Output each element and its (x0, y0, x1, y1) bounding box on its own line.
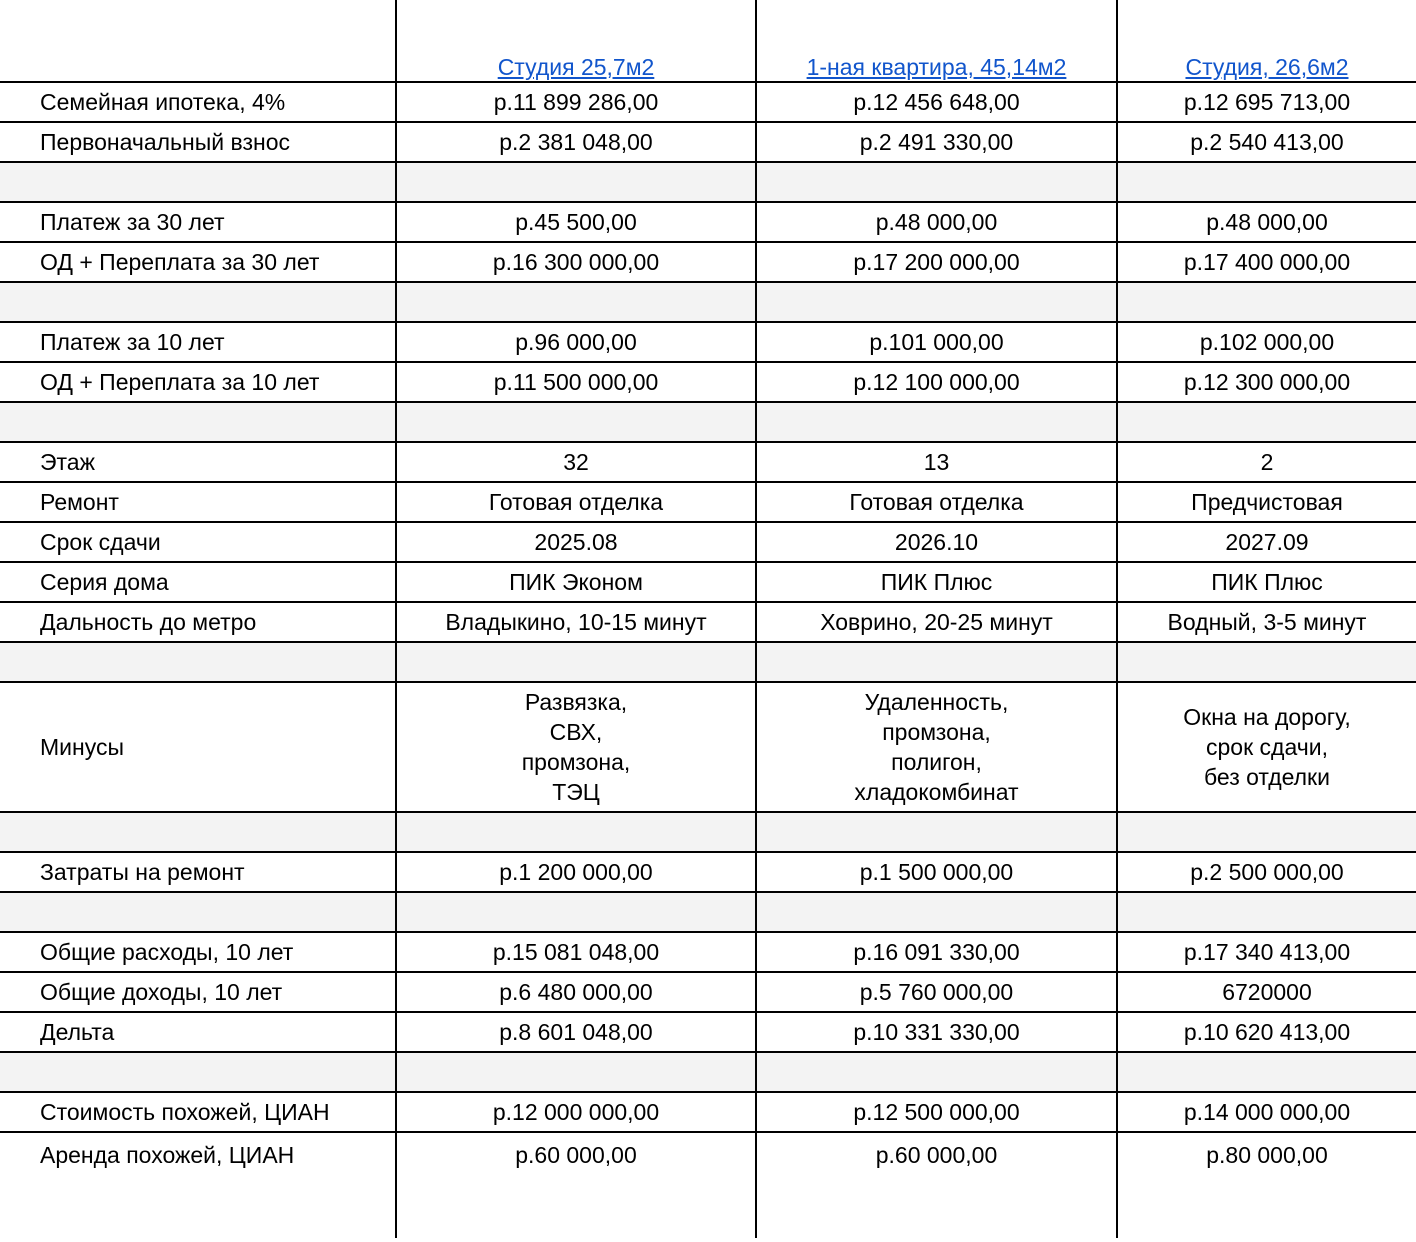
cell-value[interactable]: р.10 620 413,00 (1117, 1012, 1416, 1052)
spacer-row (0, 812, 1416, 852)
cell-value[interactable]: р.17 200 000,00 (756, 242, 1117, 282)
row-similar-price (0, 1092, 1416, 1132)
cell-value[interactable]: р.11 899 286,00 (396, 82, 756, 122)
empty-cell[interactable] (756, 1052, 1117, 1092)
cell-value[interactable]: р.2 540 413,00 (1117, 122, 1416, 162)
empty-cell[interactable] (0, 1052, 396, 1092)
empty-cell[interactable] (1117, 812, 1416, 852)
cell-value[interactable]: р.60 000,00 (396, 1132, 756, 1238)
cell-value[interactable] (756, 682, 1117, 812)
empty-cell[interactable] (396, 1052, 756, 1092)
cell-value[interactable]: р.17 400 000,00 (1117, 242, 1416, 282)
cell-value[interactable]: р.102 000,00 (1117, 322, 1416, 362)
cell-value[interactable]: Владыкино, 10-15 минут (396, 602, 756, 642)
cell-value[interactable]: р.12 500 000,00 (756, 1092, 1117, 1132)
empty-cell[interactable] (396, 282, 756, 322)
apartment-link-studio-25[interactable]: Студия 25,7м2 (497, 54, 655, 80)
row-payment-10 (0, 322, 1416, 362)
header-cell[interactable] (756, 0, 1117, 82)
cell-value[interactable]: р.60 000,00 (756, 1132, 1117, 1238)
cell-value[interactable]: р.2 491 330,00 (756, 122, 1117, 162)
cell-value[interactable]: 2026.10 (756, 522, 1117, 562)
cell-value[interactable] (1117, 682, 1416, 812)
row-overpay-30 (0, 242, 1416, 282)
row-label[interactable]: ОД + Переплата за 30 лет (0, 242, 396, 282)
empty-cell[interactable] (0, 812, 396, 852)
empty-cell[interactable] (756, 162, 1117, 202)
empty-cell[interactable] (756, 402, 1117, 442)
row-family-mortgage (0, 82, 1416, 122)
cell-value[interactable]: Готовая отделка (396, 482, 756, 522)
row-label[interactable]: ОД + Переплата за 10 лет (0, 362, 396, 402)
cell-value[interactable]: р.8 601 048,00 (396, 1012, 756, 1052)
cell-value[interactable]: Водный, 3-5 минут (1117, 602, 1416, 642)
row-down-payment (0, 122, 1416, 162)
empty-cell[interactable] (0, 162, 396, 202)
cell-value[interactable]: р.14 000 000,00 (1117, 1092, 1416, 1132)
row-payment-30 (0, 202, 1416, 242)
row-similar-rent (0, 1132, 1416, 1238)
cell-value[interactable]: р.5 760 000,00 (756, 972, 1117, 1012)
spacer-row (0, 642, 1416, 682)
cell-value[interactable]: Готовая отделка (756, 482, 1117, 522)
row-label[interactable]: Дельта (0, 1012, 396, 1052)
empty-cell[interactable] (756, 892, 1117, 932)
empty-cell[interactable] (756, 812, 1117, 852)
row-series (0, 562, 1416, 602)
cell-value[interactable]: р.45 500,00 (396, 202, 756, 242)
cell-value[interactable]: р.48 000,00 (756, 202, 1117, 242)
row-repair-cost (0, 852, 1416, 892)
cell-value[interactable]: р.10 331 330,00 (756, 1012, 1117, 1052)
empty-cell[interactable] (0, 892, 396, 932)
header-corner-cell[interactable] (0, 0, 396, 82)
row-label[interactable]: Срок сдачи (0, 522, 396, 562)
row-label[interactable]: Общие доходы, 10 лет (0, 972, 396, 1012)
empty-cell[interactable] (1117, 402, 1416, 442)
cell-value[interactable]: р.2 381 048,00 (396, 122, 756, 162)
cell-value[interactable]: р.12 695 713,00 (1117, 82, 1416, 122)
row-renovation (0, 482, 1416, 522)
row-overpay-10 (0, 362, 1416, 402)
empty-cell[interactable] (1117, 892, 1416, 932)
row-label[interactable]: Серия дома (0, 562, 396, 602)
row-label[interactable]: Первоначальный взнос (0, 122, 396, 162)
cell-value[interactable]: Предчистовая (1117, 482, 1416, 522)
cell-value[interactable]: р.12 100 000,00 (756, 362, 1117, 402)
cons-text: Окна на дорогу, срок сдачи, без отделки (1183, 704, 1351, 790)
spacer-row (0, 402, 1416, 442)
empty-cell[interactable] (1117, 1052, 1416, 1092)
empty-cell[interactable] (396, 812, 756, 852)
header-cell[interactable] (396, 0, 756, 82)
row-label[interactable]: Затраты на ремонт (0, 852, 396, 892)
empty-cell[interactable] (396, 402, 756, 442)
spacer-row (0, 162, 1416, 202)
cell-value[interactable]: р.1 500 000,00 (756, 852, 1117, 892)
row-deadline (0, 522, 1416, 562)
row-label[interactable]: Дальность до метро (0, 602, 396, 642)
row-label[interactable]: Минусы (0, 682, 396, 812)
cell-value[interactable]: р.15 081 048,00 (396, 932, 756, 972)
row-label[interactable]: Ремонт (0, 482, 396, 522)
row-total-expenses (0, 932, 1416, 972)
cell-value[interactable]: р.80 000,00 (1117, 1132, 1416, 1238)
cell-value[interactable] (396, 682, 756, 812)
cell-value[interactable]: 2027.09 (1117, 522, 1416, 562)
row-label[interactable]: Общие расходы, 10 лет (0, 932, 396, 972)
row-label[interactable]: Стоимость похожей, ЦИАН (0, 1092, 396, 1132)
cell-value[interactable]: р.1 200 000,00 (396, 852, 756, 892)
cell-value[interactable]: р.96 000,00 (396, 322, 756, 362)
cell-value[interactable]: р.11 500 000,00 (396, 362, 756, 402)
empty-cell[interactable] (396, 162, 756, 202)
row-label[interactable]: Платеж за 30 лет (0, 202, 396, 242)
empty-cell[interactable] (396, 642, 756, 682)
cell-value[interactable]: р.12 456 648,00 (756, 82, 1117, 122)
row-label[interactable]: Этаж (0, 442, 396, 482)
cell-value[interactable]: р.12 300 000,00 (1117, 362, 1416, 402)
cell-value[interactable]: р.6 480 000,00 (396, 972, 756, 1012)
cell-value[interactable]: ПИК Плюс (1117, 562, 1416, 602)
empty-cell[interactable] (0, 282, 396, 322)
cell-value[interactable]: р.101 000,00 (756, 322, 1117, 362)
cell-value[interactable]: р.17 340 413,00 (1117, 932, 1416, 972)
row-floor (0, 442, 1416, 482)
cons-text: Развязка, СВХ, промзона, ТЭЦ (521, 689, 631, 805)
empty-cell[interactable] (1117, 162, 1416, 202)
cell-value[interactable]: 6720000 (1117, 972, 1416, 1012)
empty-cell[interactable] (0, 402, 396, 442)
empty-cell[interactable] (396, 892, 756, 932)
cell-value[interactable]: ПИК Эконом (396, 562, 756, 602)
cell-value[interactable]: р.16 091 330,00 (756, 932, 1117, 972)
spacer-row (0, 1052, 1416, 1092)
cell-value[interactable]: р.12 000 000,00 (396, 1092, 756, 1132)
cell-value[interactable]: р.48 000,00 (1117, 202, 1416, 242)
row-label[interactable]: Семейная ипотека, 4% (0, 82, 396, 122)
empty-cell[interactable] (756, 642, 1117, 682)
row-cons (0, 682, 1416, 812)
row-label[interactable]: Аренда похожей, ЦИАН (40, 1142, 295, 1168)
spacer-row (0, 892, 1416, 932)
empty-cell[interactable] (756, 282, 1117, 322)
cell-value[interactable]: Ховрино, 20-25 минут (756, 602, 1117, 642)
apartment-link-1room-45[interactable]: 1-ная квартира, 45,14м2 (806, 54, 1067, 80)
cell-value[interactable]: 2025.08 (396, 522, 756, 562)
empty-cell[interactable] (1117, 282, 1416, 322)
empty-cell[interactable] (1117, 642, 1416, 682)
empty-cell[interactable] (0, 642, 396, 682)
row-label[interactable]: Платеж за 10 лет (0, 322, 396, 362)
cell-value[interactable]: 32 (396, 442, 756, 482)
cell-value[interactable]: р.16 300 000,00 (396, 242, 756, 282)
header-row (0, 0, 1416, 82)
cons-text: Удаленность, промзона, полигон, хладокомбинат (854, 689, 1019, 805)
cell-value[interactable]: 13 (756, 442, 1117, 482)
row-total-income (0, 972, 1416, 1012)
row-metro (0, 602, 1416, 642)
cell-value[interactable]: 2 (1117, 442, 1416, 482)
apartment-link-studio-26[interactable]: Студия, 26,6м2 (1185, 54, 1349, 80)
header-cell[interactable] (1117, 0, 1416, 82)
spacer-row (0, 282, 1416, 322)
cell-value[interactable]: ПИК Плюс (756, 562, 1117, 602)
cell-value[interactable]: р.2 500 000,00 (1117, 852, 1416, 892)
row-delta (0, 1012, 1416, 1052)
